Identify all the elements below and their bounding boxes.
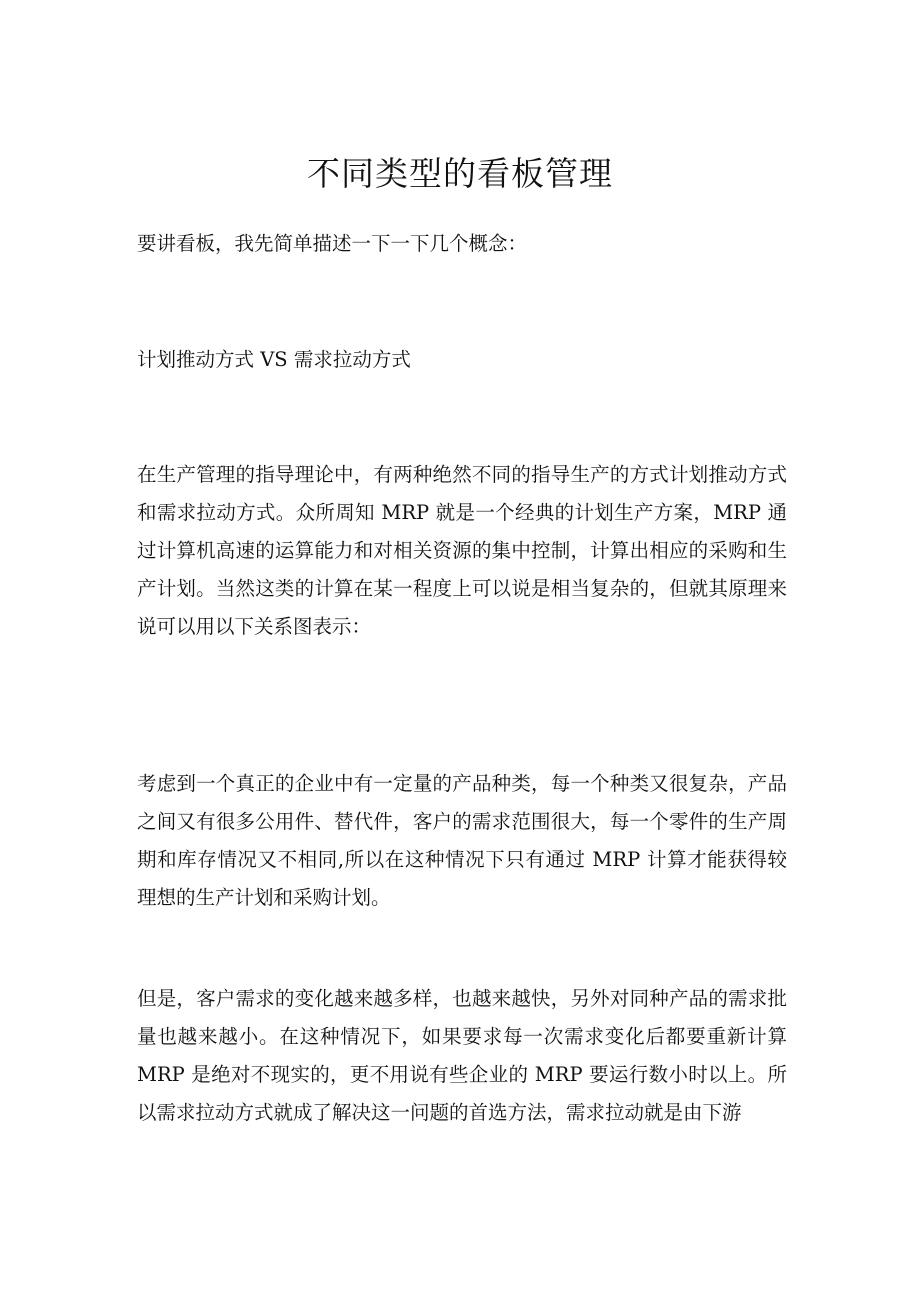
complexity-paragraph: 考虑到一个真正的企业中有一定量的产品种类，每一个种类又很复杂，产品之间又有很多公用件、替代件，客户的需求范围很大，每一个零件的生产周期和库存情况又不相同,所以在这种情况下只有通过 MRP 计算才能获得较理想的生产计划和采购计划。 [137, 772, 787, 909]
section-heading: 计划推动方式 VS 需求拉动方式 [137, 348, 411, 371]
demand-change-paragraph: 但是，客户需求的变化越来越多样，也越来越快，另外对同种产品的需求批量也越来越小。在这种情况下，如果要求每一次需求变化后都要重新计算 MRP 是绝对不现实的，更不用说有些企业的 MRP 要运行数小时以上。所以需求拉动方式就成了解决这一问题的首选方法，需求拉动就是由下游 [137, 987, 787, 1124]
page-title: 不同类型的看板管理 [307, 154, 613, 193]
mrp-paragraph: 在生产管理的指导理论中，有两种绝然不同的指导生产的方式计划推动方式和需求拉动方式。众所周知 MRP 就是一个经典的计划生产方案，MRP 通过计算机高速的运算能力和对相关资源的集中控制，计算出相应的采购和生产计划。当然这类的计算在某一程度上可以说是相当复杂的，但就其原理来说可以用以下关系图表示： [137, 463, 787, 638]
intro-paragraph: 要讲看板，我先简单描述一下一下几个概念： [137, 232, 528, 255]
